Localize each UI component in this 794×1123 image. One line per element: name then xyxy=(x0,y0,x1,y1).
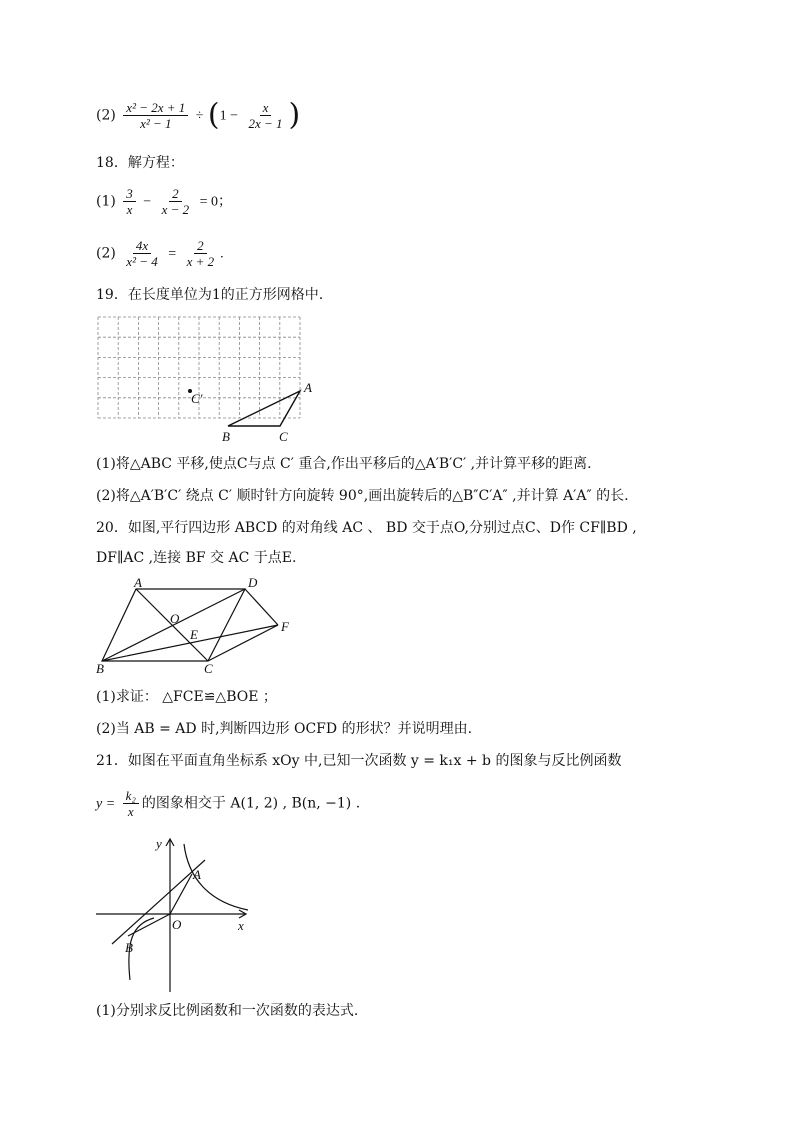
label-c: C xyxy=(204,661,213,676)
q21-part1: (1)分别求反比例函数和一次函数的表达式. xyxy=(96,1003,359,1019)
q18-title: 18．解方程： xyxy=(96,155,184,171)
q19-part1: (1)将△ABC 平移,使点C与点 C′ 重合,作出平移后的△A′B′C′ ,并计算平移的距离. xyxy=(96,456,592,472)
label-b: B xyxy=(125,940,133,955)
segment-oa xyxy=(170,874,192,914)
equation-rhs: = 0； xyxy=(199,194,233,210)
label-c-prime: C′ xyxy=(191,391,203,406)
label-a: A xyxy=(193,867,201,882)
numerator: 4x xyxy=(133,238,151,254)
equals-sign: = xyxy=(168,246,177,262)
numerator: 3 xyxy=(123,186,136,202)
label-a: A xyxy=(134,575,142,590)
label-d: D xyxy=(248,575,258,590)
denominator: 2x − 1 xyxy=(248,116,283,131)
minus-sign: − xyxy=(143,194,152,210)
segment-cf xyxy=(208,625,278,661)
label-b: B xyxy=(96,661,104,676)
label-y: y xyxy=(156,836,162,851)
fraction xyxy=(123,238,160,269)
coordinate-figure xyxy=(90,832,260,994)
denominator: x² − 4 xyxy=(126,254,158,269)
q21-line2 xyxy=(96,788,360,819)
q17-part2-label: (2) xyxy=(96,107,116,124)
denominator: x + 2 xyxy=(186,254,215,269)
denominator: x xyxy=(126,202,133,217)
label-f: F xyxy=(281,619,289,634)
q18-part2-label: (2) xyxy=(96,245,116,262)
q17-part2 xyxy=(96,97,301,133)
fraction xyxy=(123,788,139,819)
numerator: x xyxy=(260,100,272,116)
label-o: O xyxy=(172,917,182,932)
q19-part2: (2)将△A′B′C′ 绕点 C′ 顺时针方向旋转 90°,画出旋转后的△B″C′A″ ,并计算 A′A″ 的长. xyxy=(96,488,629,504)
denominator: x − 2 xyxy=(161,202,190,217)
period: . xyxy=(220,246,224,262)
one-minus: 1 − xyxy=(219,108,238,124)
divide-sign: ÷ xyxy=(195,108,204,124)
label-e: E xyxy=(190,627,198,642)
grid-figure xyxy=(90,310,330,445)
segment-ob xyxy=(128,914,170,936)
q21-line1: 21．如图在平面直角坐标系 xOy 中,已知一次函数 y = k₁x + b 的图象与反比例函数 xyxy=(96,753,622,769)
q21-line2-text: 的图象相交于 A(1, 2) , B(n, −1) . xyxy=(141,795,361,812)
denominator: x² − 1 xyxy=(140,116,172,131)
label-o: O xyxy=(170,611,180,626)
label-x: x xyxy=(238,918,244,933)
q20-part1: (1)求证： △FCE≌△BOE ； xyxy=(96,689,277,705)
segment-df xyxy=(245,589,278,625)
q20-line1: 20．如图,平行四边形 ABCD 的对角线 AC 、 BD 交于点O,分别过点C、D作 CF∥BD , xyxy=(96,520,637,536)
fraction xyxy=(184,238,218,269)
q18-part1 xyxy=(96,186,232,217)
y-equals: y = xyxy=(96,796,116,812)
triangle-abc xyxy=(228,391,300,426)
linear-function-line xyxy=(112,860,205,944)
numerator: k₂ xyxy=(123,788,139,804)
fraction xyxy=(159,186,193,217)
q18-part1-label: (1) xyxy=(96,193,116,210)
fraction xyxy=(245,100,285,131)
fraction xyxy=(123,100,188,131)
q20-part2: (2)当 AB = AD 时,判断四边形 OCFD 的形状？并说明理由. xyxy=(96,721,473,737)
q19-title: 19．在长度单位为1的正方形网格中. xyxy=(96,287,324,303)
denominator: x xyxy=(127,804,134,819)
right-paren: ) xyxy=(288,97,301,133)
parallelogram-figure xyxy=(90,575,305,680)
numerator: x² − 2x + 1 xyxy=(123,100,188,116)
left-paren: ( xyxy=(207,97,220,133)
label-b: B xyxy=(222,429,230,444)
fraction xyxy=(123,186,136,217)
numerator: 2 xyxy=(194,238,207,254)
label-a: A xyxy=(304,380,312,395)
q20-line2: DF∥AC ,连接 BF 交 AC 于点E. xyxy=(96,550,297,566)
label-c: C xyxy=(279,429,288,444)
q18-part2 xyxy=(96,238,224,269)
numerator: 2 xyxy=(169,186,182,202)
